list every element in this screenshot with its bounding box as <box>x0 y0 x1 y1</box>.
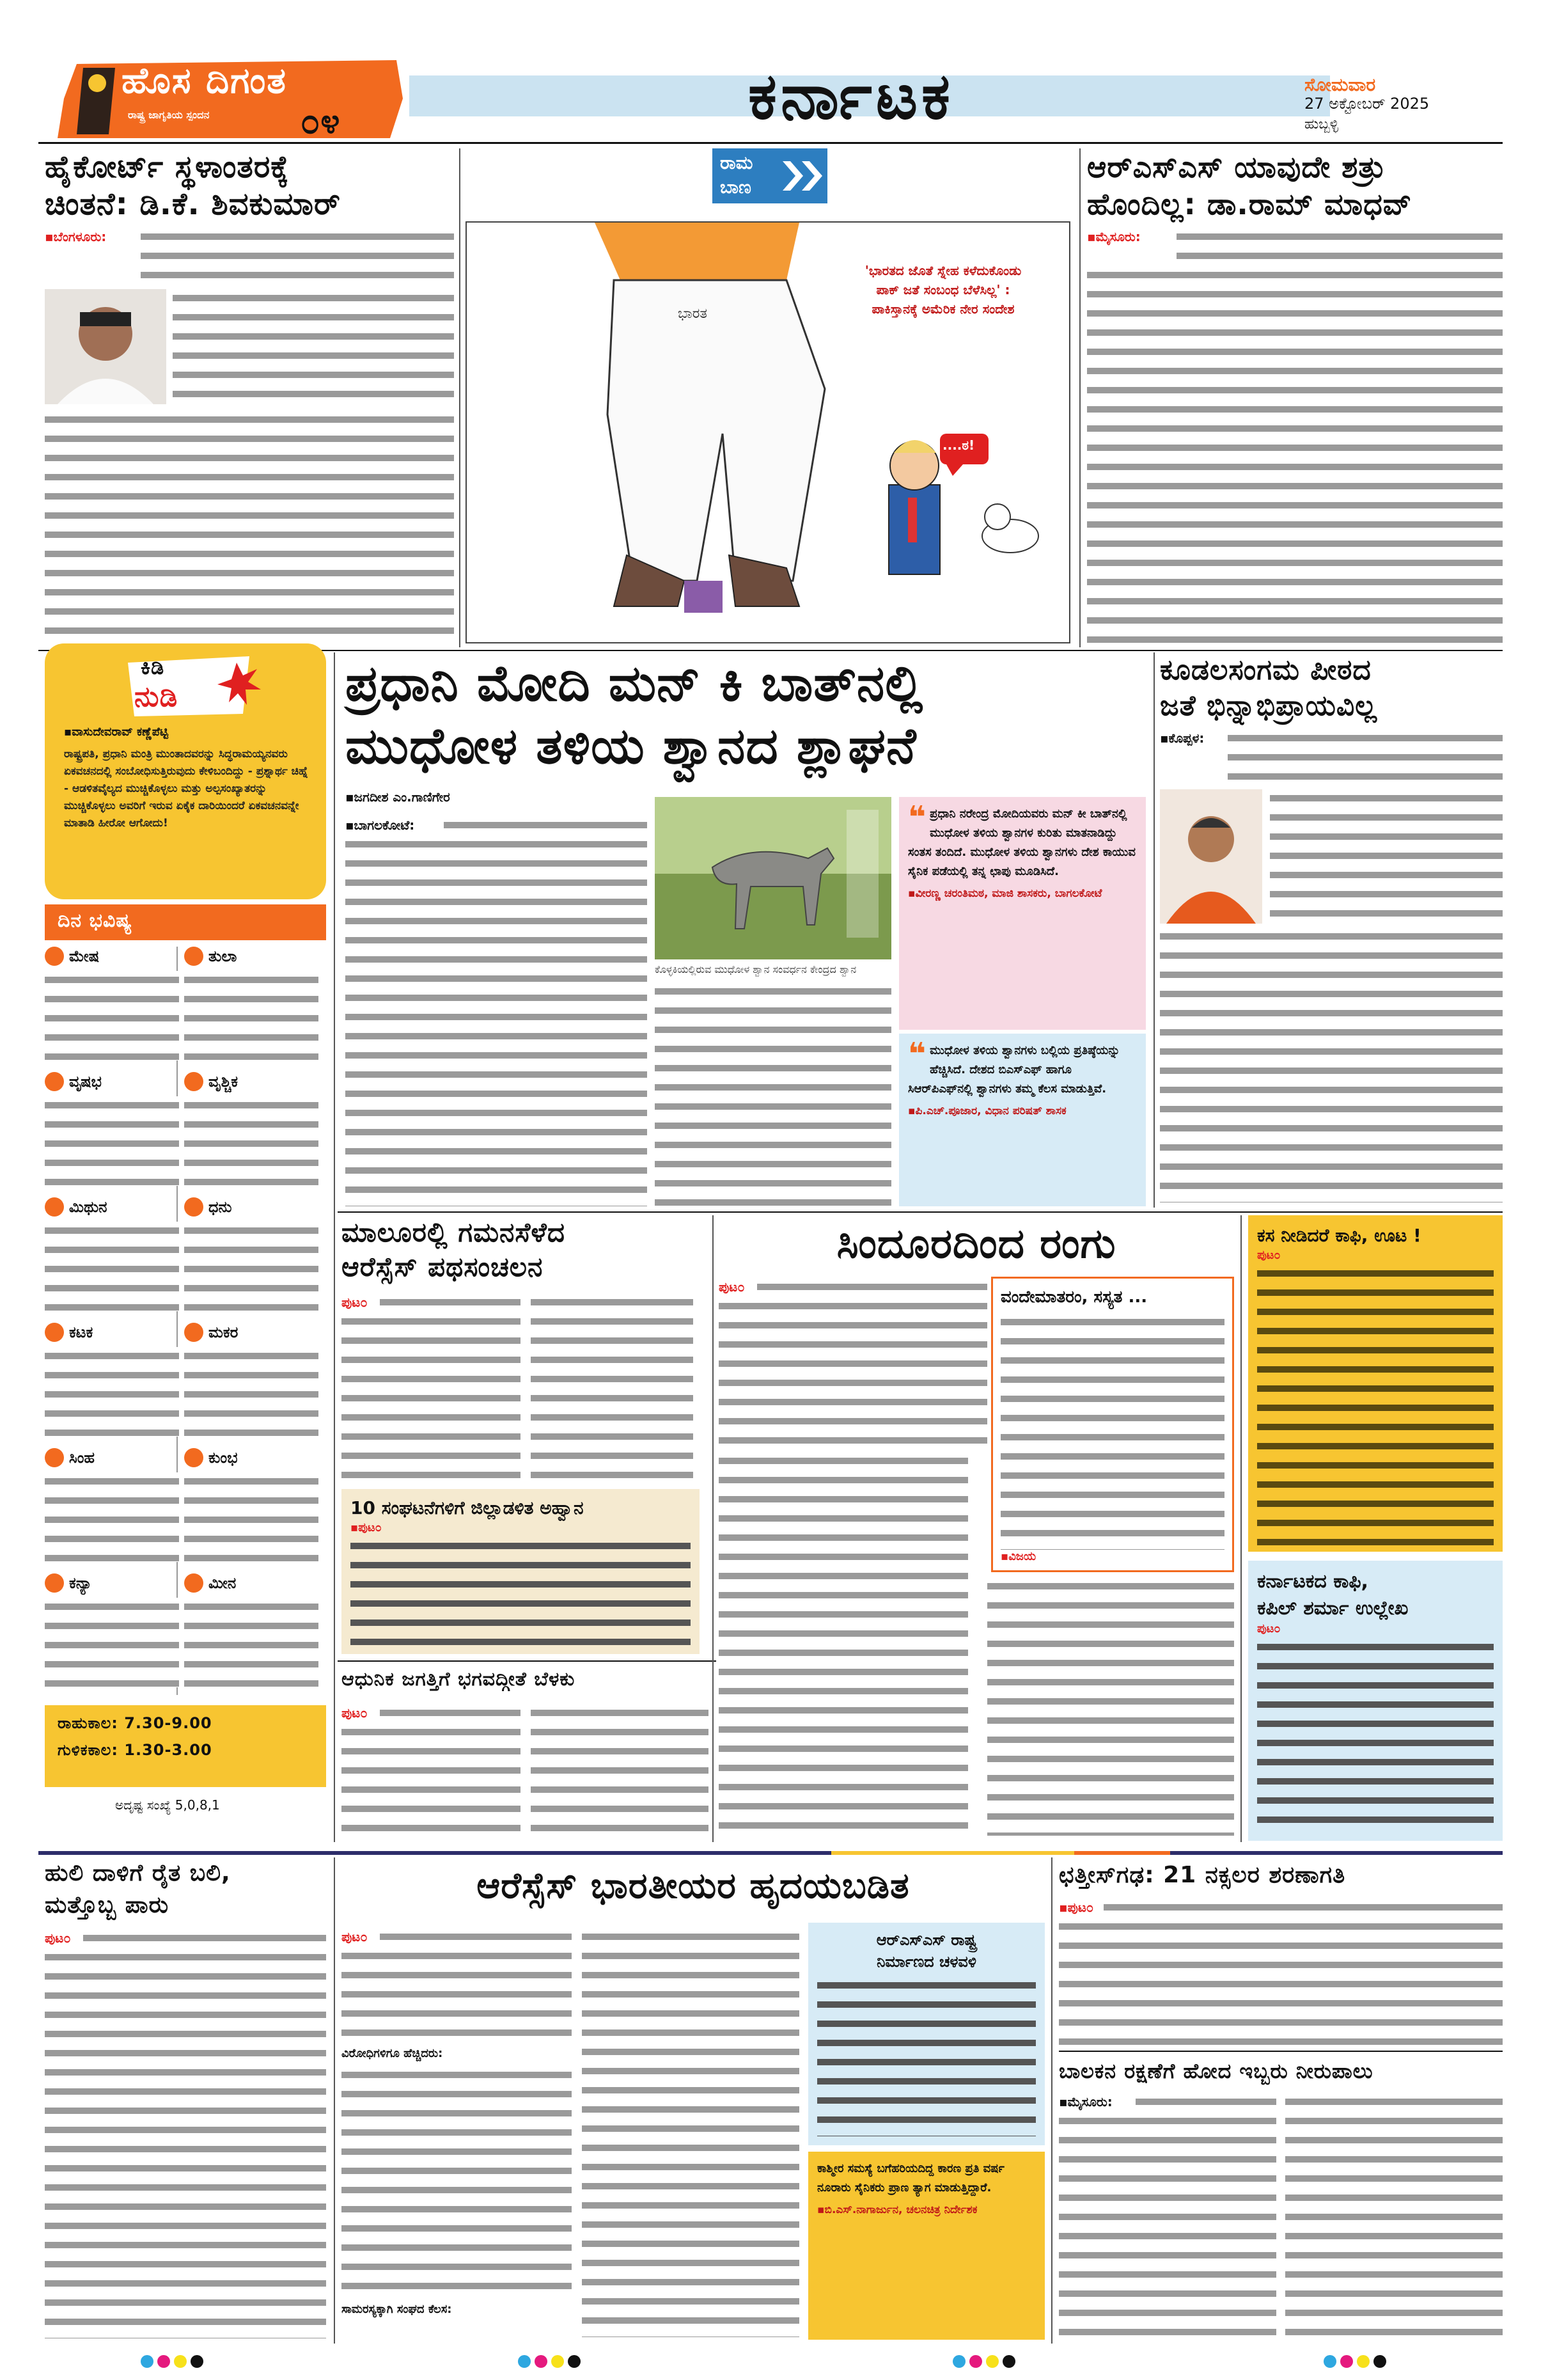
horoscope-sign <box>45 947 179 1067</box>
horoscope-sign-text <box>45 1472 179 1562</box>
quote-box-1 <box>899 797 1146 1030</box>
quote-mark-icon: ❝ <box>908 800 927 835</box>
swamiji-photo <box>1160 789 1262 924</box>
horoscope-sign-text <box>184 971 318 1060</box>
horoscope-sign-text <box>184 1222 318 1311</box>
story-boys-col1b <box>1059 2112 1276 2340</box>
cartoon <box>465 148 1073 647</box>
horoscope-sign-name: ವೃಶ್ಚಿಕ <box>208 1073 239 1091</box>
horoscope-sign <box>45 1072 179 1192</box>
story-sindoor-col1b <box>719 1297 987 1446</box>
horoscope-sign <box>45 1448 179 1568</box>
quote-box-rss <box>808 2152 1045 2340</box>
horoscope-sign-name: ಸಿಂಹ <box>69 1449 95 1467</box>
dog-photo-caption: ಕೊಳ್ಳಕಿಯಲ್ಲಿರುವ ಮುಧೋಳ ಶ್ವಾನ ಸಂವರ್ಧನ ಕೇಂದ್ರದ ಶ್ವಾನ <box>655 963 857 975</box>
registration-dots-icon <box>0 2349 1541 2374</box>
story-malur-col2 <box>531 1293 693 1485</box>
story-kudala-headline-2: ಜತೆ ಭಿನ್ನಾಭಿಪ್ರಾಯವಿಲ್ಲ <box>1160 690 1377 722</box>
box-coffee-body <box>1257 1265 1494 1546</box>
story-rss-heart-sub2: ಸಾಮರಸ್ಯಕ್ಕಾಗಿ ಸಂಘದ ಕೆಲಸ: <box>341 2303 452 2316</box>
horoscope <box>45 904 326 1842</box>
story-tiger-dateline: ಪುಟ೦ <box>45 1930 71 1946</box>
weekday: ಸೋಮವಾರ <box>1304 74 1376 95</box>
rule <box>338 1211 1503 1213</box>
story-modi-headline-2: ಮುಧೋಳ ತಳಿಯ ಶ್ವಾನದ ಶ್ಲಾಘನೆ <box>345 718 917 775</box>
box-10-dateline: ▪ಪುಟ೦ <box>350 1521 382 1534</box>
rule <box>1051 1857 1052 2344</box>
story-kudala-dateline: ▪ಕೊಪ್ಪಳ: <box>1160 730 1205 746</box>
rule <box>1059 2051 1503 2052</box>
story-rss-headline-2: ಹೊಂದಿಲ್ಲ: ಡಾ.ರಾಮ್ ಮಾಧವ್ <box>1087 187 1412 221</box>
story-chhattisgarh-headline: ಛತ್ತೀಸ್‌ಗಢ: 21 ನಕ್ಸಲರ ಶರಣಾಗತಿ <box>1059 1862 1346 1888</box>
story-dks-dateline: ▪ಬೆಂಗಳೂರು: <box>45 229 107 244</box>
horoscope-sign-name: ವೃಷಭ <box>69 1073 102 1091</box>
box-kapil-dateline: ಪುಟ೦ <box>1257 1622 1281 1635</box>
story-kudala <box>1160 652 1503 1206</box>
story-malur-headline-1: ಮಾಲೂರಲ್ಲಿ ಗಮನಸೆಳೆದ <box>341 1217 565 1248</box>
story-modi-col1 <box>444 816 647 835</box>
zodiac-icon <box>184 1448 203 1467</box>
zodiac-icon <box>45 1197 64 1217</box>
story-kudala-body-3 <box>1160 927 1503 1202</box>
story-malur-col1 <box>380 1293 520 1312</box>
horoscope-sign-name: ಧನು <box>208 1198 232 1216</box>
horoscope-sign <box>184 1197 318 1318</box>
story-malur-col1b <box>341 1312 520 1485</box>
horoscope-sign-text <box>45 1222 179 1311</box>
zodiac-icon <box>45 1573 64 1593</box>
inset-rss-title-2: ನಿರ್ಮಾಣದ ಚಳವಳಿ <box>877 1953 976 1971</box>
cartoon-label-bharat: ಭಾರತ <box>678 306 708 322</box>
quote-2-text: ಮುಧೋಳ ತಳಿಯ ಶ್ವಾನಗಳು ಬಲ್ಲಿಯ ಪ್ರತಿಷ್ಠೆಯನ್ನು ಹೆಚ್ಚಿಸಿದೆ. ದೇಶದ ಬಿಎಸ್‌ಎಫ್ ಹಾಗೂ ಸಿಆರ್‌ಪಿಎಫ್‌ನಲ್ಲಿ ಶ್ವಾನಗಳು ತಮ್ಮ ಕೆಲಸ ಮಾಡುತ್ತಿವೆ. <box>908 1044 1120 1096</box>
story-geeta-col2 <box>531 1704 708 1838</box>
story-boys-dateline: ▪ಮೈಸೂರು: <box>1059 2094 1113 2109</box>
story-modi-col1b <box>345 835 647 1206</box>
horoscope-sign-text <box>184 1347 318 1437</box>
horoscope-sign-name: ಕುಂಭ <box>208 1449 238 1467</box>
zodiac-icon <box>184 1573 203 1593</box>
story-sindoor-dateline: ಪುಟ೦ <box>719 1279 745 1295</box>
rule <box>338 1660 716 1662</box>
quote-rss-author: ▪ಬಿ.ಎಸ್.ನಾಗಾರ್ಜುನ, ಚಲನಚಿತ್ರ ನಿರ್ದೇಶಕ <box>817 2203 978 2216</box>
kidi-nudi-author: ▪ವಾಸುದೇವರಾವ್ ಕಣ್ಣೆಪೆಟ್ಟಿ <box>64 725 169 739</box>
horoscope-sign-text <box>184 1472 318 1562</box>
box-kapil-headline-1: ಕರ್ನಾಟಕದ ಕಾಫಿ, <box>1257 1570 1368 1593</box>
story-sindoor-col1 <box>757 1278 987 1297</box>
story-malur-dateline: ಪುಟ೦ <box>341 1295 368 1310</box>
section-title: ಕರ್ನಾಟಕ <box>748 59 954 134</box>
story-rss-body-2 <box>1087 266 1503 643</box>
story-geeta-dateline: ಪುಟ೦ <box>341 1705 368 1721</box>
story-geeta-col1b <box>341 1723 520 1838</box>
story-sindoor-col1c <box>719 1452 968 1836</box>
horoscope-sign <box>184 1323 318 1443</box>
story-rss-heart-col1c <box>341 2066 572 2296</box>
city: ಹುಬ್ಬಳ್ಳಿ <box>1304 116 1339 132</box>
story-tiger-headline-1: ಹುಲಿ ದಾಳಿಗೆ ರೈತ ಬಲಿ, <box>45 1860 231 1886</box>
story-geeta-headline: ಆಧುನಿಕ ಜಗತ್ತಿಗೆ ಭಗವದ್ಗೀತೆ ಬೆಳಕು <box>341 1668 575 1690</box>
story-sindoor <box>719 1215 1234 1842</box>
horoscope-sign-name: ಮಿಥುನ <box>69 1198 107 1216</box>
story-dks <box>45 148 454 647</box>
horoscope-title: ದಿನ ಭವಿಷ್ಯ <box>58 910 132 932</box>
story-geeta-col1 <box>380 1704 520 1723</box>
logo-tagline: ರಾಷ್ಟ್ರ ಜಾಗೃತಿಯ ಸ್ಪಂದನ <box>128 109 210 121</box>
horoscope-sign <box>45 1197 179 1318</box>
horoscope-sign-text <box>184 1096 318 1186</box>
quote-box-2 <box>899 1034 1146 1206</box>
horoscope-sign-name: ಮೇಷ <box>69 947 100 965</box>
story-kudala-body-1 <box>1228 729 1503 787</box>
page-number: ೦೪ <box>301 101 341 141</box>
zodiac-icon <box>45 1323 64 1342</box>
inset-vandemataram-author: ▪ವಿಜಯ <box>1001 1550 1036 1563</box>
horoscope-sign <box>184 1072 318 1192</box>
story-rss-heart-col2 <box>582 1928 799 2337</box>
box-coffee-dateline: ಪುಟ೦ <box>1257 1249 1281 1262</box>
story-kudala-headline-1: ಕೂಡಲಸಂಗಮ ಪೀಠದ <box>1160 654 1372 686</box>
story-dks-body <box>45 411 454 641</box>
inset-vandemataram-title: ವಂದೇಮಾತರಂ, ಸಸ್ಯತ ... <box>1001 1288 1148 1307</box>
story-tiger <box>45 1857 326 2344</box>
story-rss-heart-sub1: ವಿರೋಧಿಗಳಿಗೂ ಹೆಚ್ಚಿದರು: <box>341 2047 443 2060</box>
story-rss-heart-dateline: ಪುಟ೦ <box>341 1929 368 1944</box>
masthead <box>0 0 1541 154</box>
story-modi-dateline: ▪ಬಾಗಲಕೋಟೆ: <box>345 817 415 833</box>
box-kapil-body <box>1257 1638 1494 1830</box>
person-portrait-icon <box>45 289 166 404</box>
story-tiger-headline-2: ಮತ್ತೊಬ್ಬ ಪಾರು <box>45 1892 169 1918</box>
print-marks <box>0 2349 1541 2374</box>
story-chhattisgarh-body-1 <box>1104 1898 1503 1918</box>
story-boys-col1 <box>1136 2093 1276 2112</box>
story-chhattisgarh <box>1059 1857 1503 2049</box>
person-portrait-icon <box>1160 789 1262 924</box>
story-sindoor-col2 <box>987 1577 1234 1836</box>
story-boys-col2 <box>1285 2093 1503 2340</box>
horoscope-sign-text <box>45 1347 179 1437</box>
speech-bubble: ....ಠ! <box>943 437 975 453</box>
horoscope-sign <box>184 1573 318 1694</box>
story-rss-madhav <box>1087 148 1503 647</box>
quote-1-text: ಪ್ರಧಾನಿ ನರೇಂದ್ರ ಮೋದಿಯವರು ಮನ್ ಕೀ ಬಾತ್‌ನಲ್ಲಿ ಮುಧೋಳ ತಳಿಯ ಶ್ವಾನಗಳ ಕುರಿತು ಮಾತನಾಡಿದ್ದು ಸಂತಸ ತಂದಿದೆ. ಮುಧೋಳ ತಳಿಯ ಶ್ವಾನಗಳು ದೇಶ ಕಾಯುವ ಸೈನಿಕ ಪಡೆಯಲ್ಲಿ ತನ್ನ ಛಾಪು ಮೂಡಿಸಿದೆ. <box>908 807 1136 878</box>
column-tag <box>712 148 827 203</box>
story-sindoor-headline: ಸಿಂದೂರದಿಂದ ರಂಗು <box>836 1220 1116 1268</box>
story-modi-byline: ▪ಜಗದೀಶ ಎಂ.ಗಾಣಿಗೇರ <box>345 789 450 805</box>
story-dks-body-right <box>173 289 454 404</box>
section-band-accent <box>1074 1851 1170 1855</box>
zodiac-icon <box>45 1072 64 1091</box>
story-boys-headline: ಬಾಲಕನ ರಕ್ಷಣೆಗೆ ಹೋದ ಇಬ್ಬರು ನೀರುಪಾಲು <box>1059 2059 1373 2083</box>
horoscope-sign-name: ತುಲಾ <box>208 947 237 965</box>
horoscope-sign-text <box>45 1598 179 1687</box>
cartoon-caption-3: ಪಾಕಿಸ್ತಾನಕ್ಕೆ ಅಮೆರಿಕ ನೇರ ಸಂದೇಶ <box>872 301 1015 317</box>
box-coffee <box>1248 1215 1503 1552</box>
horoscope-sign-text <box>45 1096 179 1186</box>
cartoon-frame <box>465 221 1070 643</box>
story-rss-body-1 <box>1177 228 1503 266</box>
horoscope-sign <box>45 1323 179 1443</box>
zodiac-icon <box>184 1072 203 1091</box>
dog-icon <box>655 797 891 959</box>
horoscope-sign-text <box>45 971 179 1060</box>
horoscope-sign-name: ಮಕರ <box>208 1323 239 1341</box>
rule <box>1079 148 1081 647</box>
inset-vandemataram-body <box>1001 1313 1224 1550</box>
rule <box>1240 1215 1242 1842</box>
rule <box>1154 652 1155 1208</box>
story-chhattisgarh-body-2 <box>1059 1918 1503 2045</box>
story-rss-heart-headline: ಆರೆಸ್ಸೆಸ್ ಭಾರತೀಯರ ಹೃದಯಬಡಿತ <box>476 1865 910 1907</box>
box-kapil-headline-2: ಕಪಿಲ್ ಶರ್ಮಾ ಉಲ್ಲೇಖ <box>1257 1597 1409 1620</box>
story-dks-headline-2: ಚಿಂತನೆ: ಡಿ.ಕೆ. ಶಿವಕುಮಾರ್ <box>45 186 341 222</box>
box-10-sanghatanegalu <box>341 1489 700 1654</box>
section-band <box>38 1851 1503 1855</box>
inset-rss-nirmana <box>808 1923 1045 2145</box>
logo <box>45 54 411 143</box>
box-coffee-headline: ಕಸ ನೀಡಿದರೆ ಕಾಫಿ, ಊಟ ! <box>1257 1225 1421 1246</box>
rule <box>459 148 460 647</box>
box-10-headline: 10 ಸಂಘಟನೆಗಳಿಗೆ ಜಿಲ್ಲಾಡಳಿತ ಅಹ್ವಾನ <box>350 1497 584 1518</box>
box-10-body <box>350 1537 691 1652</box>
kidi-nudi-title-2: ನುಡಿ <box>134 681 178 713</box>
box-kapil <box>1248 1561 1503 1841</box>
quote-mark-icon: ❝ <box>908 1036 927 1072</box>
story-chhattisgarh-dateline: ▪ಪುಟ೦ <box>1059 1900 1094 1915</box>
story-rss-heart-col1b <box>341 1947 572 2043</box>
story-dks-headline-1: ಹೈಕೋರ್ಟ್ ಸ್ಥಳಾಂತರಕ್ಕೆ <box>45 149 290 185</box>
dog-photo <box>655 797 891 959</box>
rahukala: ರಾಹುಕಾಲ: 7.30-9.00 <box>58 1714 212 1732</box>
story-rss-heart-col1 <box>380 1928 572 1947</box>
kidi-nudi-title-1: ಕಿಡಿ <box>141 655 165 679</box>
gulikakala: ಗುಳಿಕಕಾಲ: 1.30-3.00 <box>58 1741 212 1759</box>
horoscope-sign-text <box>184 1598 318 1687</box>
story-tiger-body-1 <box>83 1929 326 1948</box>
story-rss-dateline: ▪ಮೈಸೂರು: <box>1087 229 1141 244</box>
zodiac-icon <box>184 1323 203 1342</box>
kidi-nudi <box>45 643 326 899</box>
story-modi <box>341 652 1147 1210</box>
rule <box>334 1857 335 2344</box>
arrow-chevrons-icon <box>783 161 827 191</box>
zodiac-icon <box>184 947 203 966</box>
horoscope-sign-name: ಕನ್ಯಾ <box>69 1574 92 1592</box>
zodiac-icon <box>45 947 64 966</box>
story-geeta <box>341 1666 708 1842</box>
cartoon-caption-1: 'ಭಾರತದ ಜೊತೆ ಸ್ನೇಹ ಕಳೆದುಕೊಂಡು <box>864 263 1022 278</box>
inset-rss-title-1: ಆರ್‌ಎಸ್‌ಎಸ್ ರಾಷ್ಟ್ರ <box>876 1931 977 1949</box>
horoscope-title-bar <box>45 904 326 940</box>
rule <box>712 1215 714 1842</box>
quote-rss-text: ಕಾಶ್ಮೀರ ಸಮಸ್ಯೆ ಬಗೆಹರಿಯದಿದ್ದ ಕಾರಣ ಪ್ರತಿ ವರ್ಷ ನೂರಾರು ಸೈನಿಕರು ಪ್ರಾಣ ತ್ಯಾಗ ಮಾಡುತ್ತಿದ್ದಾರೆ. <box>817 2162 1005 2195</box>
story-kudala-body-2 <box>1270 789 1503 924</box>
masthead-rule <box>38 142 1503 144</box>
quote-2-author: ▪ಪಿ.ಎಚ್.ಪೂಜಾರ, ವಿಧಾನ ಪರಿಷತ್ ಶಾಸಕ <box>908 1105 1067 1117</box>
zodiac-icon <box>184 1197 203 1217</box>
date: 27 ಅಕ್ಟೋಬರ್ 2025 <box>1304 95 1430 113</box>
zodiac-icon <box>45 1448 64 1467</box>
horoscope-sign <box>184 1448 318 1568</box>
inset-rss-body <box>817 1976 1036 2136</box>
story-dks-body-top <box>141 228 454 285</box>
story-malur-headline-2: ಆರೆಸ್ಸೆಸ್ ಪಥಸಂಚಲನ <box>341 1251 544 1282</box>
column-tag-1: ರಾಮ <box>720 152 753 173</box>
horoscope-sign <box>45 1573 179 1694</box>
story-rss-headline-1: ಆರ್‌ಎಸ್‌ಎಸ್ ಯಾವುದೇ ಶತ್ರು <box>1087 150 1386 184</box>
story-malur <box>341 1215 693 1655</box>
column-tag-2: ಬಾಣ <box>720 177 751 198</box>
kidi-nudi-text: ರಾಷ್ಟ್ರಪತಿ, ಪ್ರಧಾನಿ ಮಂತ್ರಿ ಮುಂತಾದವರನ್ನು ಸಿದ್ಧರಾಮಯ್ಯನವರು ಏಕವಚನದಲ್ಲಿ ಸಂಬೋಧಿಸುತ್ತಿರುವುದು ಕೇಳಿಬಂದಿದ್ದು - ಪ್ರಶ್ನಾರ್ಥ ಚಿಹ್ನೆ - ಆಡಳಿತವೈಲ್ಯದ ಮುಚ್ಚಿಕೊಳ್ಳಲು ಮತ್ತು ಅಲ್ಪಸಂಖ್ಯಾತರನ್ನು ಮುಚ್ಚಿಕೊಳ್ಳಲು ಅವರಿಗೆ ಇರುವ ಏಕೈಕ ದಾರಿಯಿಂದರೆ ಏಕವಚನವನ್ನೇ ಮಾತಾಡಿ ಹೀರೋ ಆಗೋದು! <box>64 748 308 830</box>
horoscope-sign <box>184 947 318 1067</box>
horoscope-sign-name: ಮೀನ <box>208 1574 237 1592</box>
lucky-numbers: ಅದೃಷ್ಟ ಸಂಖ್ಯೆ 5,0,8,1 <box>115 1797 220 1813</box>
horoscope-sign-name: ಕಟಕ <box>69 1323 93 1341</box>
story-tiger-body-2 <box>45 1948 326 2338</box>
dks-photo <box>45 289 166 404</box>
rule <box>334 652 335 1842</box>
cartoon-caption <box>825 261 1061 319</box>
story-modi-headline-1: ಪ್ರಧಾನಿ ಮೋದಿ ಮನ್ ಕಿ ಬಾತ್‌ನಲ್ಲಿ <box>345 655 924 713</box>
section-band-accent <box>831 1851 1074 1855</box>
story-modi-col2 <box>655 982 891 1206</box>
quote-1-author: ▪ವೀರಣ್ಣ ಚರಂತಿಮಠ, ಮಾಜಿ ಶಾಸಕರು, ಬಾಗಲಕೋಟೆ <box>908 887 1102 900</box>
inset-vandemataram <box>991 1277 1234 1572</box>
story-rss-heart <box>341 1857 1045 2344</box>
logo-title: ಹೊಸ ದಿಗಂತ <box>121 60 287 102</box>
timings-box <box>45 1705 326 1787</box>
story-boys <box>1059 2053 1503 2344</box>
cartoon-caption-2: ಪಾಕ್ ಜತೆ ಸಂಬಂಧ ಬೆಳೆಸಿಲ್ಲ' : <box>876 282 1010 297</box>
